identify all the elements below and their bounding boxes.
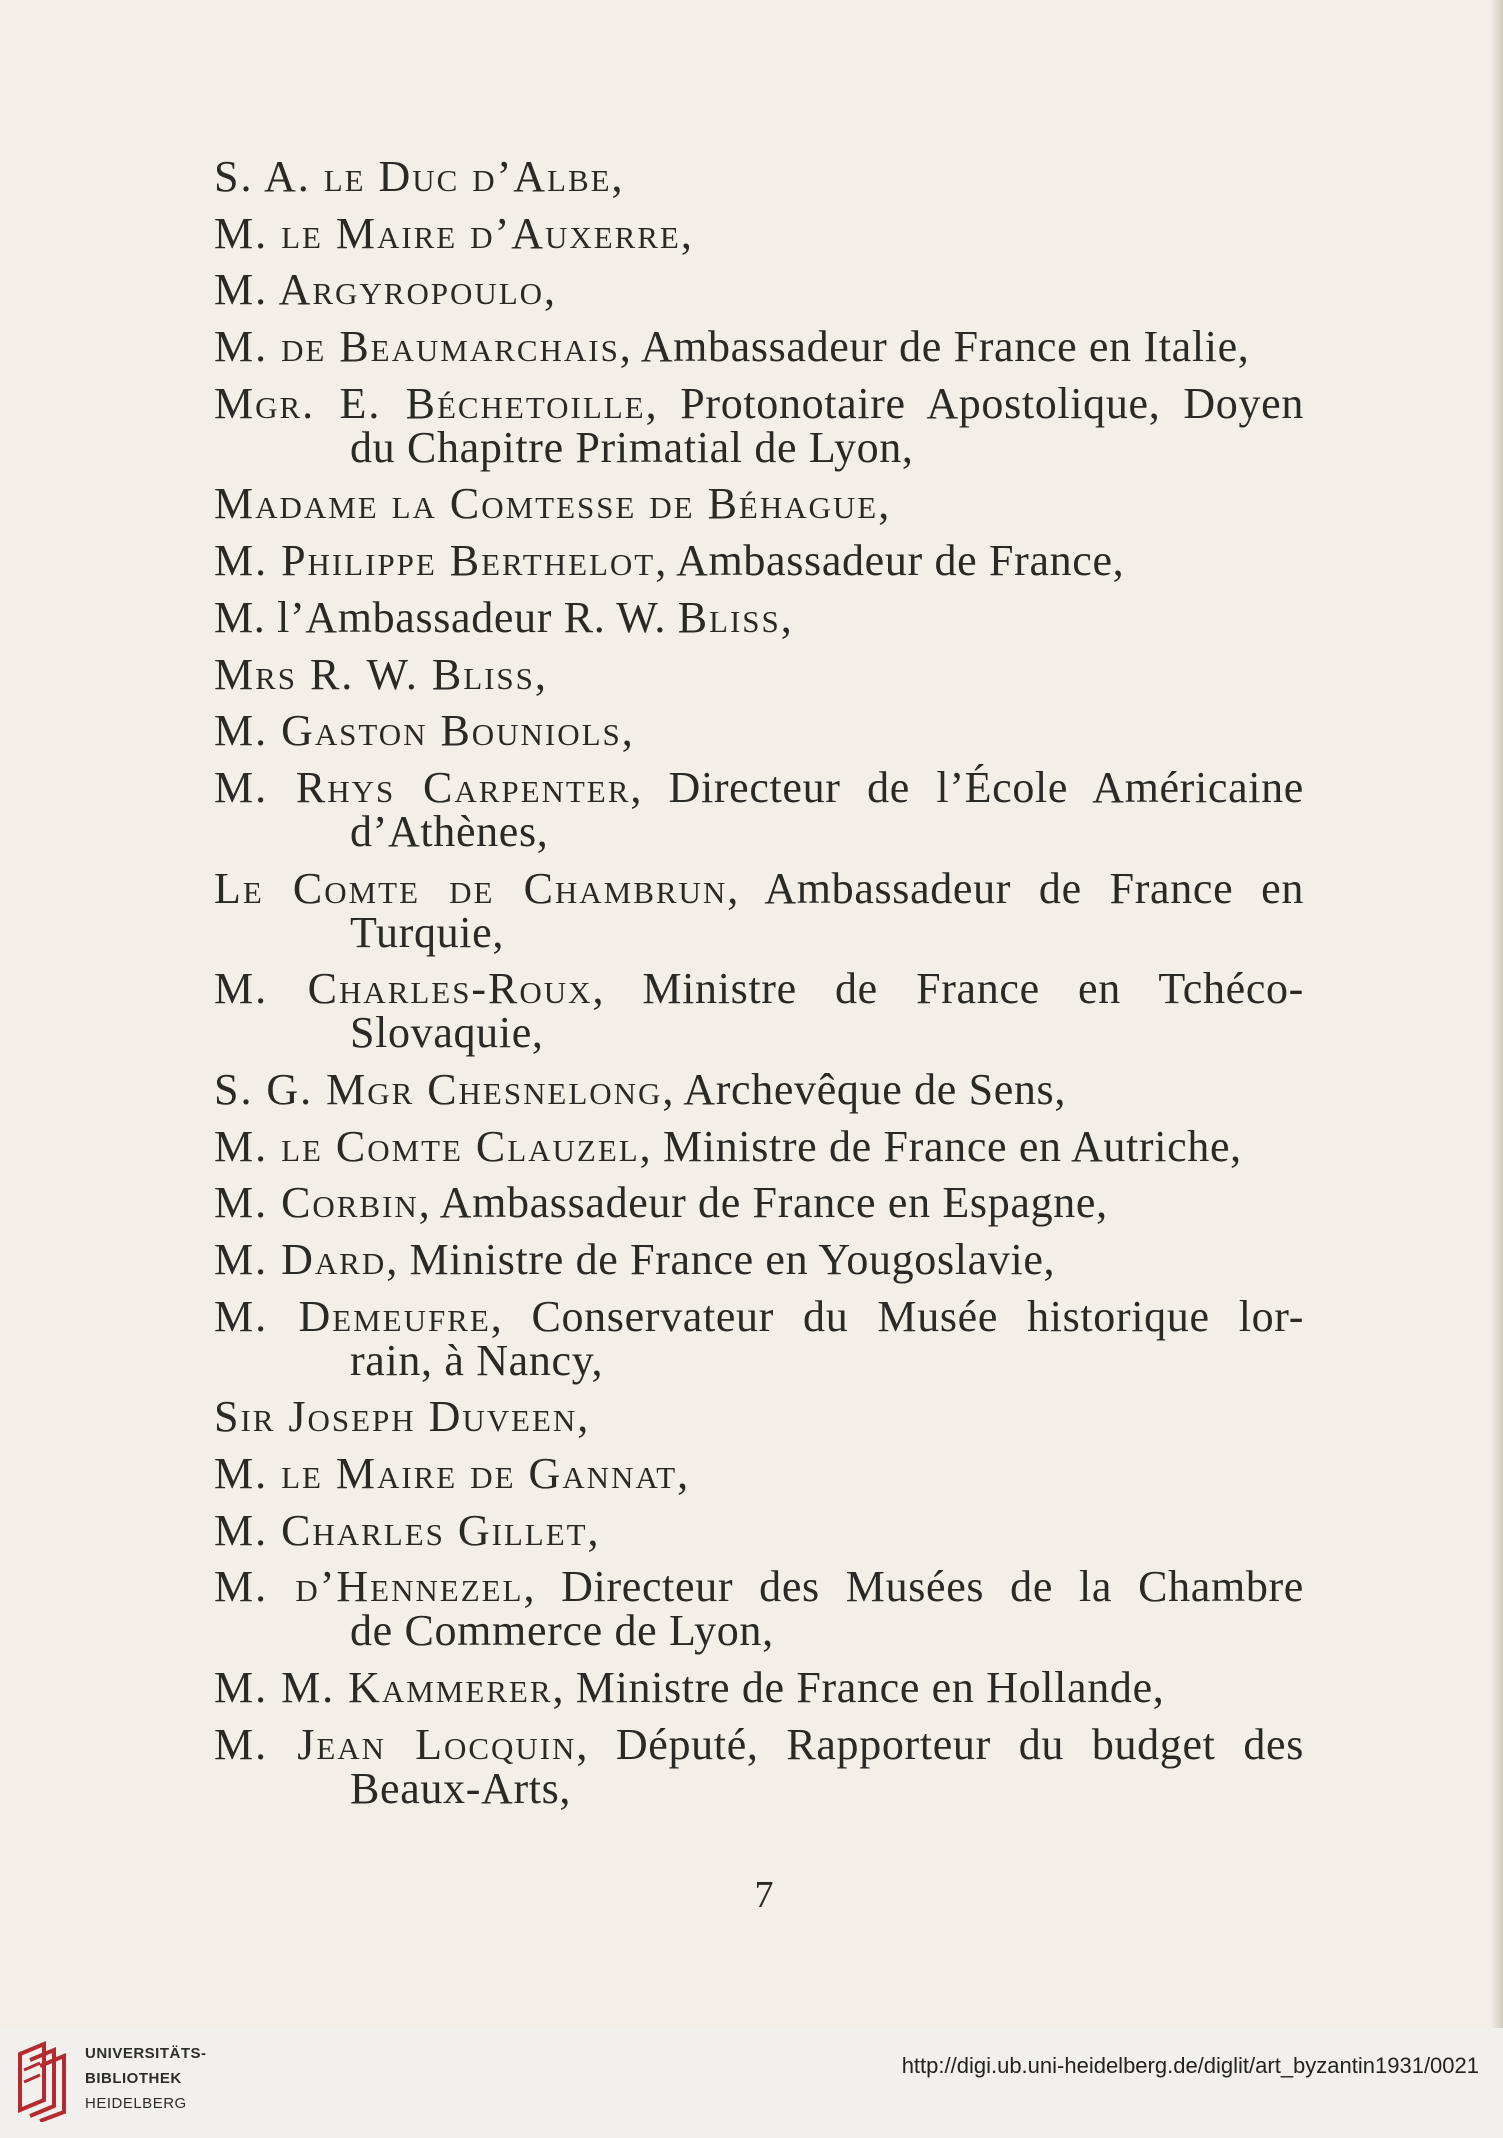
entry-first-line: [214, 378, 1304, 428]
entry-name: M. le Maire d’Auxerre: [214, 208, 681, 258]
library-name: [85, 2041, 207, 2116]
entry-name: S. A. le Duc d’Albe: [214, 152, 612, 201]
list-entry: [214, 1663, 1304, 1713]
entry-first-line: [214, 1663, 1304, 1713]
entry-text: , Ambassadeur de France en Espagne,: [418, 1178, 1108, 1228]
list-entry: [214, 762, 1304, 856]
entry-name: M. d’Hennezel: [214, 1562, 524, 1612]
library-name-line: UNIVERSITÄTS-: [85, 2045, 207, 2062]
list-entry: [214, 1178, 1304, 1228]
entry-first-line: [214, 1505, 1304, 1555]
list-entry: [214, 378, 1304, 472]
entry-name: M. Charles-Roux: [214, 964, 593, 1014]
library-logo-icon: [14, 2040, 76, 2122]
entry-prefix: M. l’Ambassadeur R. W.: [214, 592, 678, 642]
list-entry: [214, 322, 1304, 372]
entry-text: , Ministre de France en Hollande,: [552, 1663, 1165, 1713]
entry-text: , Ambassadeur de France en: [727, 863, 1304, 913]
list-entry: [214, 863, 1304, 957]
entry-name: S. G. Mgr Chesnelong: [214, 1064, 663, 1114]
entry-continuation-line: Slovaquie,: [350, 1008, 544, 1058]
entry-name: M. Dard: [214, 1235, 387, 1284]
entry-text: , Directeur de l’École Américaine: [630, 762, 1304, 812]
entry-first-line: [214, 536, 1304, 586]
entry-text: ,: [577, 1392, 589, 1442]
entry-text: ,: [587, 1505, 600, 1555]
library-name-line: HEIDELBERG: [85, 2095, 187, 2112]
entry-name: Le Comte de Chambrun: [214, 863, 728, 913]
entry-name: M. Argyropoulo: [214, 265, 545, 315]
entry-continuation-line: Turquie,: [350, 907, 505, 957]
entry-name: Madame la Comtesse de Béhague: [214, 479, 879, 529]
entry-first-line: [214, 1449, 1304, 1499]
list-entry: [214, 536, 1304, 586]
entry-name: Bliss: [677, 592, 781, 642]
entry-text: ,: [677, 1449, 689, 1499]
entry-name: M. de Beaumarchais: [214, 322, 620, 372]
entry-continuation-line: rain, à Nancy,: [350, 1335, 604, 1385]
entry-first-line: [214, 1064, 1304, 1114]
entry-first-line: [214, 1392, 1304, 1442]
entry-text: , Directeur des Musées de la Chambre: [523, 1562, 1304, 1612]
entry-name: M. Rhys Carpenter: [214, 762, 631, 812]
entry-first-line: [214, 964, 1304, 1014]
entry-first-line: [214, 592, 1304, 642]
entry-first-line: [214, 706, 1304, 756]
entry-name: M. Corbin: [214, 1178, 419, 1228]
entry-text: , Protonotaire Apostolique, Doyen: [645, 378, 1304, 428]
list-entry: [214, 1505, 1304, 1555]
entry-text: ,: [611, 152, 624, 201]
entry-name: Mrs R. W. Bliss: [214, 649, 535, 699]
entry-name: Mgr. E. Béchetoille: [214, 378, 646, 428]
entry-text: , Conservateur du Musée historique lor-: [490, 1291, 1305, 1341]
entry-first-line: [214, 863, 1304, 913]
entry-text: ,: [680, 208, 693, 258]
entry-text: ,: [780, 592, 793, 642]
entry-continuation-line: d’Athènes,: [350, 806, 549, 856]
entry-first-line: [214, 762, 1304, 812]
entry-first-line: [214, 479, 1304, 529]
list-entry: [214, 592, 1304, 642]
page-edge-shadow: [1490, 0, 1503, 2028]
list-entry: [214, 964, 1304, 1058]
list-entry: [214, 1392, 1304, 1442]
page-number: 7: [754, 1874, 774, 1916]
entry-first-line: [214, 265, 1304, 315]
entry-text: , Ministre de France en Yougoslavie,: [386, 1235, 1056, 1284]
page-url: http://digi.ub.uni-heidelberg.de/diglit/art_byzantin1931/0021: [901, 2053, 1479, 2078]
list-entry: [214, 1235, 1304, 1284]
list-entry: [214, 152, 1304, 201]
list-entry: [214, 649, 1304, 699]
list-entry: [214, 706, 1304, 756]
entry-text: ,: [544, 265, 556, 315]
entry-text: , Député, Rapporteur du budget des: [576, 1719, 1304, 1769]
entry-first-line: [214, 208, 1304, 258]
entry-name: M. M. Kammerer: [214, 1663, 553, 1713]
entry-continuation-line: du Chapitre Primatial de Lyon,: [350, 422, 914, 472]
list-entry: [214, 479, 1304, 529]
entry-name: M. le Comte Clauzel: [214, 1121, 640, 1171]
entry-continuation-line: de Commerce de Lyon,: [350, 1606, 774, 1656]
entry-name: M. le Maire de Gannat: [214, 1449, 678, 1499]
list-entry: [214, 1449, 1304, 1499]
entry-text: ,: [621, 706, 634, 756]
list-entry: [214, 1064, 1304, 1114]
entry-name: M. Philippe Berthelot: [214, 536, 656, 586]
entry-name: M. Jean Locquin: [214, 1719, 577, 1769]
list-entry: [214, 208, 1304, 258]
entry-first-line: [214, 1562, 1304, 1612]
entry-text: ,: [878, 479, 890, 529]
entry-name: Sir Joseph Duveen: [214, 1392, 578, 1442]
entry-text: , Ministre de France en Autriche,: [639, 1121, 1242, 1171]
entry-text: , Archevêque de Sens,: [662, 1064, 1067, 1114]
library-footer: [0, 2028, 1503, 2138]
entry-first-line: [214, 1178, 1304, 1228]
dedication-list: [214, 152, 1305, 1813]
entry-text: , Ministre de France en Tchéco-: [592, 964, 1304, 1014]
list-entry: [214, 1291, 1305, 1385]
entry-text: , Ambassadeur de France en Italie,: [619, 322, 1250, 372]
entry-continuation-line: Beaux-Arts,: [350, 1763, 572, 1813]
entry-text: ,: [534, 649, 547, 699]
entry-first-line: [214, 1121, 1304, 1171]
entry-name: M. Charles Gillet: [214, 1505, 588, 1555]
list-entry: [214, 1121, 1304, 1171]
entry-first-line: [214, 1719, 1304, 1769]
library-name-line: BIBLIOTHEK: [85, 2070, 182, 2087]
entry-first-line: [214, 1291, 1305, 1341]
entry-first-line: [214, 1235, 1304, 1284]
entry-first-line: [214, 322, 1304, 372]
entry-first-line: [214, 649, 1304, 699]
entry-text: , Ambassadeur de France,: [655, 536, 1125, 586]
list-entry: [214, 1562, 1304, 1656]
entry-name: M. Gaston Bouniols: [214, 706, 622, 756]
list-entry: [214, 265, 1304, 315]
entry-name: M. Demeufre: [214, 1291, 491, 1341]
list-entry: [214, 1719, 1304, 1813]
entry-first-line: [214, 152, 1304, 201]
